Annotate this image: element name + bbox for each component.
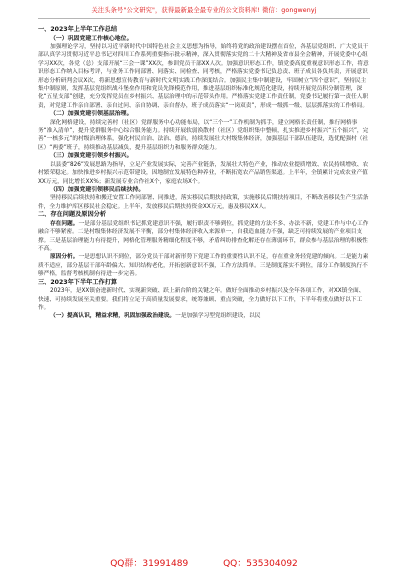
paragraph-text: 二、存在问题及原因分析 xyxy=(38,211,107,219)
header-divider xyxy=(38,18,370,19)
section-heading xyxy=(38,211,370,220)
body-paragraph xyxy=(38,43,370,110)
paragraph-text: 深化网格建设，持续完善村（社区）党群服务中心功能布局，以“三个一”工作机制为抓手，建立网格长责任制，推行网格事务“准入清单”，提升党群服务中心综合服务能力。持续开展软弱涣散村（社区）党组织集中整顿，扎实推进乡村振兴“五个振兴”，完善“一核多元”的村级治理体系，强化村民自治、法治、德治，持续发展壮大村级集体经济，加强基层干部队伍建设，选优配强村（社区）“两委”班子，持续推动基层减负，提升基层组织力和服务群众能力。 xyxy=(38,119,369,151)
body-paragraph xyxy=(38,161,370,186)
paragraph-text: 2023年，是XX镇奋进新时代、实现新突破、跃上新台阶的关键之年。做好全面推动乡村振兴及全年各项工作，对XX镇全面、快速、可持续发展至关重要。我们将立足于高质量发展要求，统筹兼顾、重点突破，全力做好以下工作，下半年将重点做好以下工作。 xyxy=(38,288,365,311)
paragraph-text: （四）加强党建引领移民后续扶持。 xyxy=(50,186,145,193)
body-paragraph xyxy=(38,287,370,312)
paragraph-text: 一是思想认识不到位，部分党员干部对新形势下党建工作的重要性认识不足，存在重业务轻党建的倾向。二是能力素质不适应，部分基层干部年龄偏大、知识结构老化，开拓创新意识不强，工作方法简单。三是制度落实不到位，部分工作制度执行不够严格，监督考核机制有待进一步完善。 xyxy=(38,254,369,278)
header-banner: 关注头条号"公文研究"，获得最新最全最专业的公文资料库! 微信：gongwenyj xyxy=(91,7,317,14)
paragraph-text: 一是加强学习型党组织建设，以民 xyxy=(175,313,261,320)
paragraph-text: 一、2023年上半年工作总结 xyxy=(38,26,118,33)
subsection-heading xyxy=(38,152,370,160)
footer-contact xyxy=(0,558,408,570)
section-heading xyxy=(38,26,370,35)
paragraph-text: （一）巩固党建工作核心地位。 xyxy=(50,35,133,42)
paragraph-lead: 原因分析。 xyxy=(50,254,79,261)
body-paragraph xyxy=(38,253,370,278)
paragraph-text: （二）加强党建引领基层治理。 xyxy=(50,111,133,118)
body-paragraph xyxy=(38,194,370,211)
paragraph-text: 加强理论学习，坚持以习近平新时代中国特色社会主义思想为指导，始终将党的政治建设摆在首位，各基层党组织、广大党员干部认真学习贯彻习近平总书记对四川工作系列重要指示批示精神，深入贯彻落实党的二十大精神及省市县全会精神，开展党委中心组学习XX次，各党（总）支部开展“三会一课”XX次，参训党员干部XX人次。加强意识形态工作，镇党委高度重视意识形态工作，将意识形态工作纳入目标考评，与业务工作同部署、同落实、同检查、同考核，严格落实党委书记负总责、班子成员各负其责，开展意识形态分析研判会议X次，将新思想宣传教育与新时代文明实践工作深度结合。加强民主集中制建设，牢固树立“四个意识”，坚持民主集中制原则，发挥基层党组织战斗堡垒作用和党员先锋模范作用，推进基层组织标准化规范化建设，持续开展党员积分制管理，深化“五星支部”创建，充分发挥党员在乡村振兴、基层治理中的示范带头作用。严格落实党建工作责任制，党委书记履行第一责任人职责，对党建工作亲自部署、亲自过问、亲自协调、亲自督办，班子成员落实“一岗双责”，形成一级抓一级、层层抓落实的工作格局。 xyxy=(38,44,369,109)
body-paragraph xyxy=(38,119,370,153)
subsection-heading xyxy=(38,186,370,194)
paragraph-text: 一是部分基层党组织书记抓党建意识不强，履行职责不够到位，抓党建的方法不多、办法不新，党建工作与中心工作融合不够紧密。二是村级集体经济发展不平衡，部分村集体经济收入来源单一，自我造血能力不强，缺乏可持续发展的产业项目支撑。三是基层治理能力有待提升，网格化管理服务精细化程度不够，矛盾纠纷排查化解还存在薄弱环节，群众参与基层治理的积极性不高。 xyxy=(38,220,369,252)
paragraph-text: 以县委“826”发展思路为指导，立足产业发展实际，完善产业链条，发展壮大特色产业，推动农业提质增效、农民持续增收、农村繁荣稳定。加快推进乡村振兴示范带建设，因地制宜发展特色种养业，不断拓宽农产品销售渠道。上半年，全镇累计完成农业产值XX万元，同比增长XX%；新发展专业合作社X个，家庭农场X个。 xyxy=(38,161,369,185)
qq-number: QQ：535304092 xyxy=(223,559,298,569)
paragraph-text: 三、2023年下半年工作打算 xyxy=(38,278,118,286)
paragraph-lead: （一）提高认识，精益求精，巩固加强政治建设。 xyxy=(50,313,176,320)
paragraph-text: 坚持移民后续扶持和搬迁安置工作同部署、同推进，落实移民后期扶持政策，实施移民后期扶持项目，不断改善移民生产生活条件，全力维护库区移民社会稳定。上半年，发放移民后期扶持资金XX万元，惠及移民XX人。 xyxy=(38,195,369,210)
subsection-heading xyxy=(38,110,370,118)
body-paragraph xyxy=(38,220,370,254)
section-heading xyxy=(38,279,370,288)
document-body xyxy=(38,26,370,321)
qq-group: QQ群：31991489 xyxy=(110,559,189,569)
paragraph-text: （三）加强党建引领乡村振兴。 xyxy=(50,153,133,160)
body-paragraph xyxy=(38,312,370,320)
paragraph-lead: 存在问题。 xyxy=(50,220,79,227)
subsection-heading xyxy=(38,35,370,43)
